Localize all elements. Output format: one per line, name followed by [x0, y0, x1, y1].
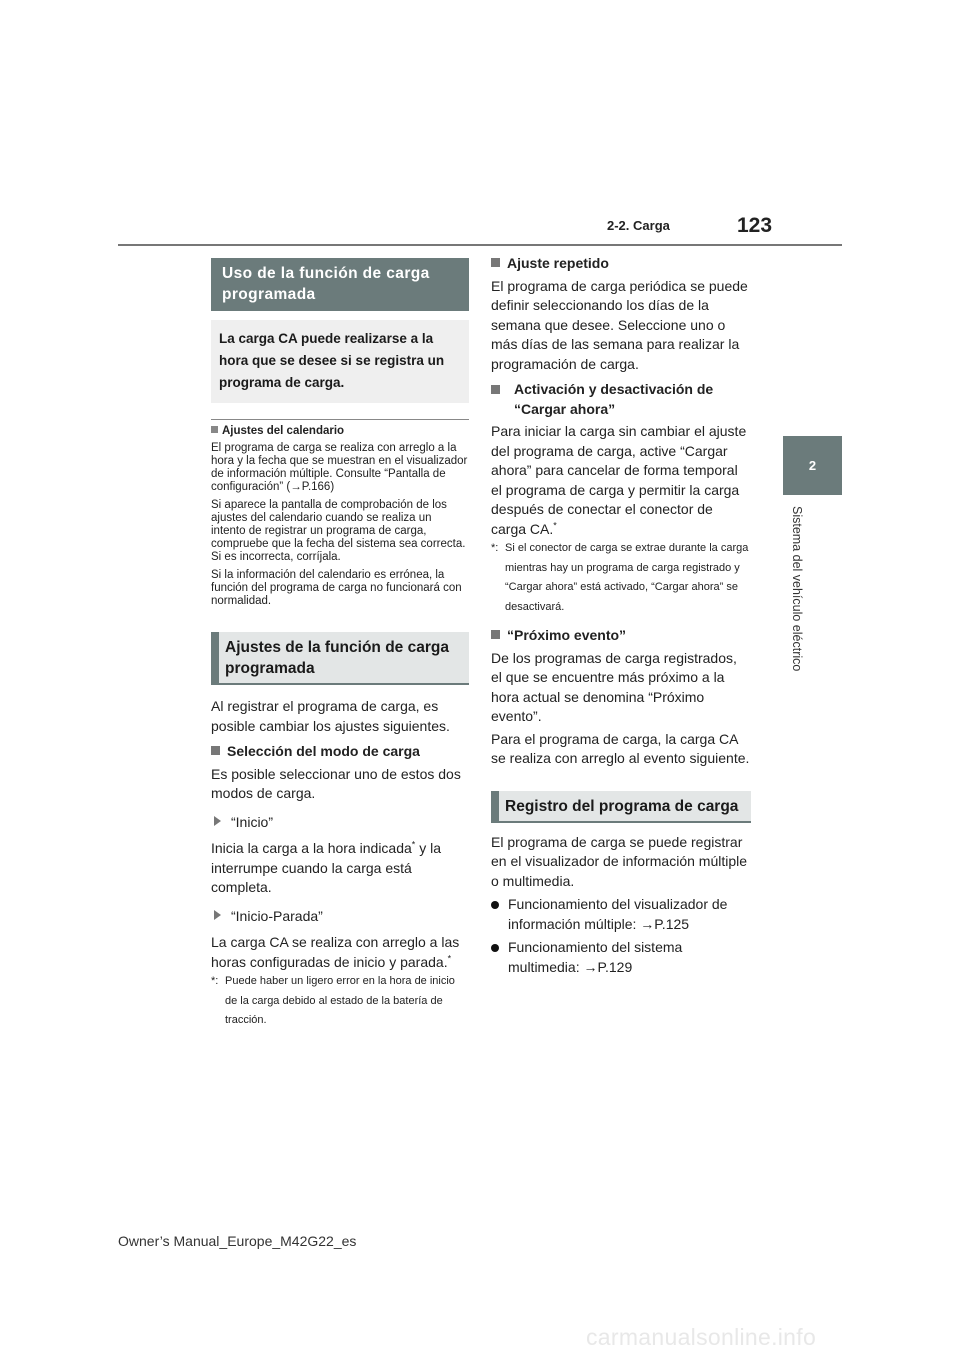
footnote-1: *: Puede haber un ligero error en la hora de inicio de la carga debido al estado de la batería de tracción. — [211, 975, 455, 1026]
heading-registro-programa: Registro del programa de carga — [491, 791, 751, 823]
charge-now-heading: Activación y desactivación de “Cargar ahora” — [491, 380, 751, 419]
chapter-number: 2 — [808, 458, 817, 473]
footer-manual-id: Owner’s Manual_Europe_M42G22_es — [118, 1233, 357, 1249]
square-bullet-icon — [491, 258, 500, 267]
right-column — [491, 254, 751, 977]
heading-uso-programada: Uso de la función de carga programada — [211, 258, 469, 311]
option-inicio: “Inicio” — [211, 813, 469, 833]
left-column — [211, 258, 469, 1031]
footnote-marker: * — [447, 952, 452, 963]
square-bullet-icon — [211, 426, 218, 433]
charge-now-body: Para iniciar la carga sin cambiar el ajuste del programa de carga, active “Cargar ahora” para cancelar de forma temporal el programa de carga y permitir la carga después de conectar el conector de carga CA.* — [491, 423, 747, 537]
option-inicio-parada-body: La carga CA se realiza con arreglo a las horas configuradas de inicio y parada.* — [211, 934, 460, 970]
heading-ajustes-programada: Ajustes de la función de carga programada — [211, 632, 469, 685]
mode-selection-body: Es posible seleccionar uno de estos dos modos de carga. — [211, 765, 461, 801]
calendar-subheading: Ajustes del calendario — [211, 425, 469, 438]
footnote-marker: * — [411, 839, 416, 850]
option-inicio-body: Inicia la carga a la hora indicada* y la interrumpe cuando la carga está completa. — [211, 839, 441, 895]
bullet-multimedia: Funcionamiento del sistema multimedia: →P.129 — [491, 938, 751, 977]
triangle-bullet-icon — [214, 816, 221, 826]
bullet-visualizador: Funcionamiento del visualizador de información múltiple: →P.125 — [491, 895, 751, 934]
round-bullet-icon — [491, 901, 499, 909]
round-bullet-icon — [491, 944, 499, 952]
repeat-heading: Ajuste repetido — [491, 254, 751, 274]
square-bullet-icon — [211, 746, 220, 755]
option-inicio-parada: “Inicio-Parada” — [211, 907, 469, 927]
next-event-heading: “Próximo evento” — [491, 626, 751, 646]
calendar-paragraph-1: El programa de carga se realiza con arreglo a la hora y la fecha que se muestran en el visualizador de información múltiple. Consulte “Pantalla de configuración” (→P.166) — [211, 442, 468, 493]
next-event-body-1: De los programas de carga registrados, el que se encuentre más próximo a la hora actual se denomina “Próximo evento”. — [491, 649, 737, 724]
chapter-tab — [783, 436, 842, 495]
footnote-marker: * — [553, 519, 557, 530]
intro-box: La carga CA puede realizarse a la hora que se desee si se registra un programa de carga. — [211, 320, 469, 403]
watermark: carmanualsonline.info — [586, 1324, 817, 1350]
next-event-body-2: Para el programa de carga, la carga CA se realiza con arreglo al evento siguiente. — [491, 730, 750, 766]
chapter-title-vertical — [786, 506, 808, 706]
square-bullet-icon — [491, 630, 500, 639]
header-divider — [118, 244, 842, 246]
triangle-bullet-icon — [214, 910, 221, 920]
repeat-body: El programa de carga periódica se puede definir seleccionando los días de la semana que desee. Seleccione uno o más días de las semana para realizar la programación de carga. — [491, 277, 748, 372]
page-number: 123 — [737, 214, 773, 237]
footnote-2: *: Si el conector de carga se extrae durante la carga mientras hay un programa de carga registrado y “Cargar ahora” está activado, “Cargar ahora” se desactivará. — [491, 542, 749, 613]
register-body: El programa de carga se puede registrar en el visualizador de información múltiple o multimedia. — [491, 833, 748, 889]
section-title: 2-2. Carga — [607, 218, 670, 233]
square-bullet-icon — [491, 385, 500, 394]
chapter-title: Sistema del vehículo eléctrico — [790, 506, 804, 672]
settings-intro: Al registrar el programa de carga, es posible cambiar los ajustes siguientes. — [211, 698, 450, 734]
calendar-paragraph-3: Si la información del calendario es errónea, la función del programa de carga no funcionará con normalidad. — [211, 569, 462, 607]
mode-selection-heading: Selección del modo de carga — [211, 742, 469, 762]
calendar-paragraph-2: Si aparece la pantalla de comprobación de los ajustes del calendario cuando se realiza un intento de registrar un programa de carga, compruebe que la fecha del sistema sea correcta. Si es incorrecta, corríjala. — [211, 499, 466, 563]
